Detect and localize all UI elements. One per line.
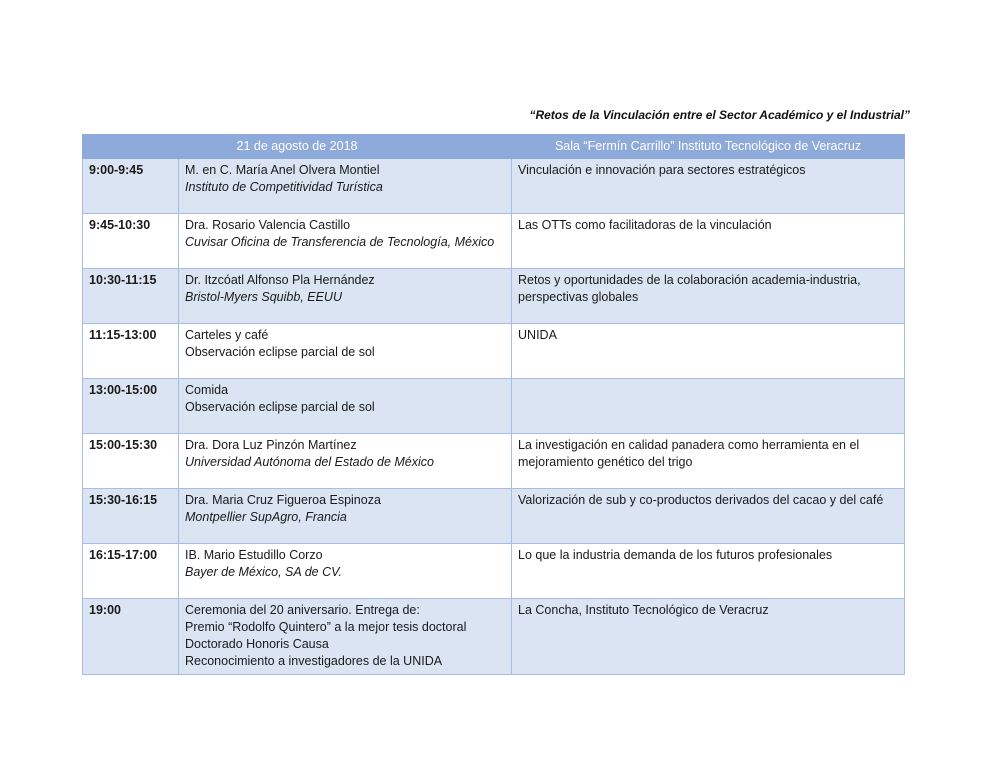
speaker-affiliation: Bristol-Myers Squibb, EEUU bbox=[185, 290, 342, 304]
activity-name: Comida bbox=[185, 383, 229, 397]
ceremony-line: Doctorado Honoris Causa bbox=[185, 637, 329, 651]
agenda-table bbox=[82, 134, 905, 675]
row-time: 15:00-15:30 bbox=[83, 434, 179, 489]
row-topic-cell bbox=[512, 379, 905, 434]
table-row bbox=[83, 324, 905, 379]
table-row bbox=[83, 269, 905, 324]
table-row bbox=[83, 214, 905, 269]
row-speaker-cell bbox=[179, 214, 512, 269]
table-row-ceremony bbox=[83, 599, 905, 675]
speaker-affiliation: Montpellier SupAgro, Francia bbox=[185, 510, 347, 524]
header-venue: Sala “Fermín Carrillo” Instituto Tecnológico de Veracruz bbox=[512, 135, 905, 159]
table-row bbox=[83, 544, 905, 599]
table-row bbox=[83, 489, 905, 544]
speaker-affiliation: Universidad Autónoma del Estado de México bbox=[185, 455, 434, 469]
row-topic-cell bbox=[512, 269, 905, 324]
speaker-name: Dra. Maria Cruz Figueroa Espinoza bbox=[185, 493, 381, 507]
speaker-name: Dra. Dora Luz Pinzón Martínez bbox=[185, 438, 357, 452]
row-speaker-cell bbox=[179, 434, 512, 489]
ceremony-venue: La Concha, Instituto Tecnológico de Veracruz bbox=[518, 603, 769, 617]
row-speaker-cell bbox=[179, 544, 512, 599]
ceremony-line: Reconocimiento a investigadores de la UNIDA bbox=[185, 654, 443, 668]
row-topic-cell bbox=[512, 599, 905, 675]
row-speaker-cell bbox=[179, 159, 512, 214]
table-row bbox=[83, 159, 905, 214]
agenda-body bbox=[83, 159, 905, 675]
speaker-name: IB. Mario Estudillo Corzo bbox=[185, 548, 323, 562]
row-time: 11:15-13:00 bbox=[83, 324, 179, 379]
table-row bbox=[83, 434, 905, 489]
topic-line: Retos y oportunidades de la colaboración academia-industria, bbox=[518, 273, 861, 287]
speaker-affiliation: Instituto de Competitividad Turística bbox=[185, 180, 383, 194]
speaker-affiliation: Cuvisar Oficina de Transferencia de Tecnología, México bbox=[185, 235, 495, 249]
row-speaker-cell bbox=[179, 489, 512, 544]
ceremony-line: Premio “Rodolfo Quintero” a la mejor tesis doctoral bbox=[185, 620, 467, 634]
row-time: 13:00-15:00 bbox=[83, 379, 179, 434]
row-time: 10:30-11:15 bbox=[83, 269, 179, 324]
topic-line: UNIDA bbox=[518, 328, 557, 342]
row-topic-cell bbox=[512, 434, 905, 489]
activity-detail: Observación eclipse parcial de sol bbox=[185, 400, 375, 414]
topic-line: Valorización de sub y co-productos derivados del cacao y del café bbox=[518, 493, 884, 507]
ceremony-details-cell bbox=[179, 599, 512, 675]
topic-line: Vinculación e innovación para sectores estratégicos bbox=[518, 163, 806, 177]
row-topic-cell bbox=[512, 214, 905, 269]
row-topic-cell bbox=[512, 324, 905, 379]
speaker-name: M. en C. María Anel Olvera Montiel bbox=[185, 163, 380, 177]
speaker-affiliation: Bayer de México, SA de CV. bbox=[185, 565, 343, 579]
activity-detail: Observación eclipse parcial de sol bbox=[185, 345, 375, 359]
table-row bbox=[83, 379, 905, 434]
topic-line: Lo que la industria demanda de los futuros profesionales bbox=[518, 548, 833, 562]
topic-line: Las OTTs como facilitadoras de la vinculación bbox=[518, 218, 772, 232]
speaker-name: Dr. Itzcóatl Alfonso Pla Hernández bbox=[185, 273, 375, 287]
row-speaker-cell bbox=[179, 269, 512, 324]
row-speaker-cell bbox=[179, 379, 512, 434]
row-topic-cell bbox=[512, 489, 905, 544]
row-time: 9:45-10:30 bbox=[83, 214, 179, 269]
activity-name: Carteles y café bbox=[185, 328, 269, 342]
header-date: 21 de agosto de 2018 bbox=[83, 135, 512, 159]
row-topic-cell bbox=[512, 159, 905, 214]
row-time: 19:00 bbox=[83, 599, 179, 675]
topic-line: perspectivas globales bbox=[518, 290, 639, 304]
speaker-name: Dra. Rosario Valencia Castillo bbox=[185, 218, 351, 232]
row-time: 9:00-9:45 bbox=[83, 159, 179, 214]
row-time: 16:15-17:00 bbox=[83, 544, 179, 599]
row-topic-cell bbox=[512, 544, 905, 599]
ceremony-line: Ceremonia del 20 aniversario. Entrega de: bbox=[185, 603, 420, 617]
document-title: “Retos de la Vinculación entre el Sector Académico y el Industrial” bbox=[529, 108, 910, 122]
topic-line: mejoramiento genético del trigo bbox=[518, 455, 693, 469]
row-speaker-cell bbox=[179, 324, 512, 379]
topic-line: La investigación en calidad panadera como herramienta en el bbox=[518, 438, 860, 452]
table-header-row bbox=[83, 135, 905, 159]
row-time: 15:30-16:15 bbox=[83, 489, 179, 544]
